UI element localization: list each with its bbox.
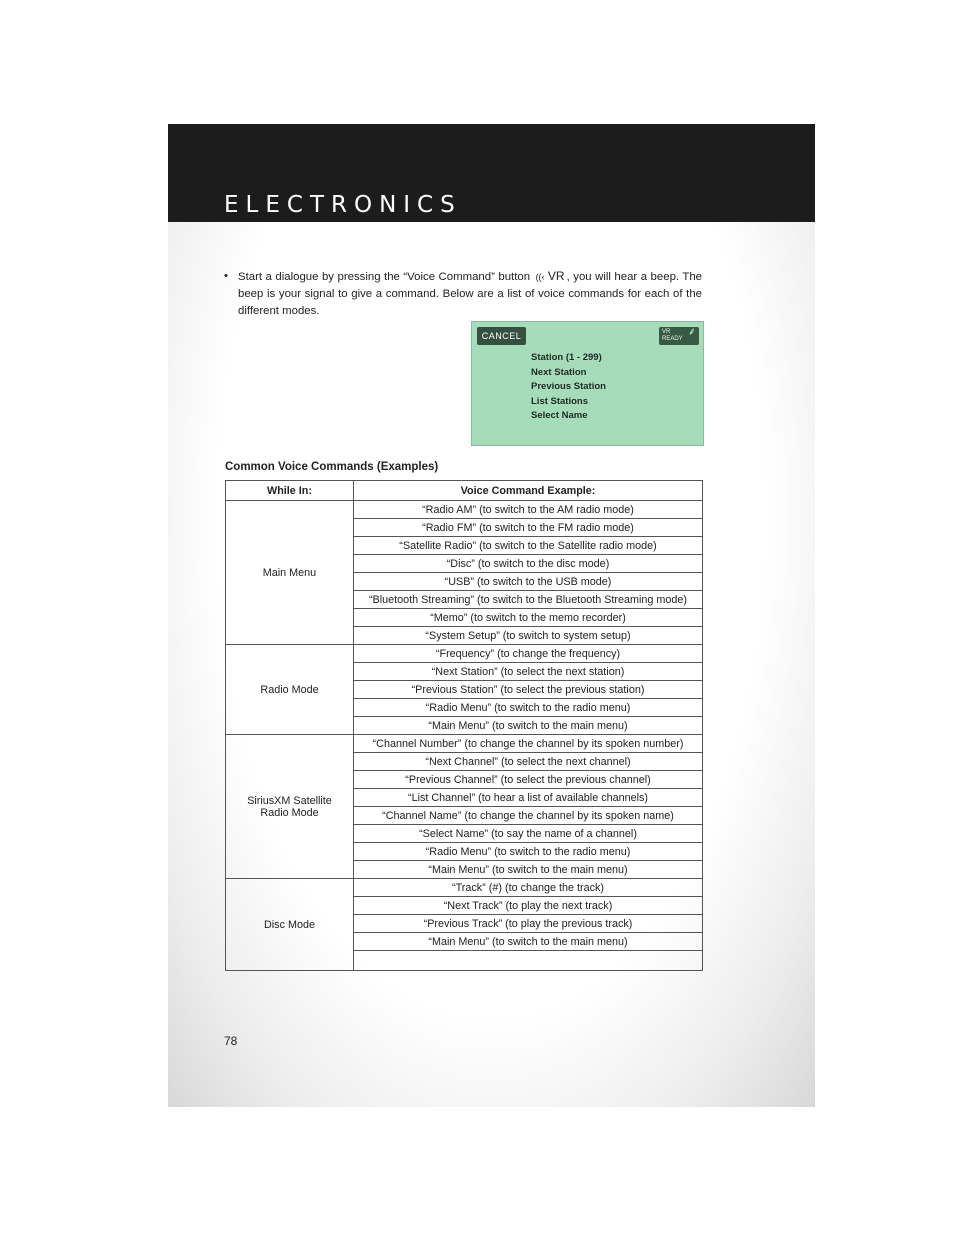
command-cell: “Main Menu” (to switch to the main menu)	[354, 717, 703, 735]
cancel-button: CANCEL	[477, 327, 526, 345]
command-cell: “Main Menu” (to switch to the main menu)	[354, 861, 703, 879]
voice-command-icon	[536, 268, 565, 286]
command-cell: “Channel Name” (to change the channel by its spoken name)	[354, 807, 703, 825]
voice-commands-table	[225, 480, 703, 971]
vr-menu-list	[531, 351, 606, 424]
table-row	[226, 501, 703, 519]
command-cell: “Select Name” (to say the name of a channel)	[354, 825, 703, 843]
vr-menu-item: Previous Station	[531, 381, 606, 392]
command-cell: “Radio AM” (to switch to the AM radio mode)	[354, 501, 703, 519]
command-cell: “Next Track” (to play the next track)	[354, 897, 703, 915]
command-cell: “Channel Number” (to change the channel by its spoken number)	[354, 735, 703, 753]
command-cell: “Previous Track” (to play the previous track)	[354, 915, 703, 933]
section-header	[168, 124, 815, 222]
table-row	[226, 879, 703, 897]
vr-menu-item: Select Name	[531, 410, 588, 421]
vr-menu-item: Station (1 - 299)	[531, 352, 602, 363]
command-cell: “Memo” (to switch to the memo recorder)	[354, 609, 703, 627]
command-cell: “Main Menu” (to switch to the main menu)	[354, 933, 703, 951]
command-cell: “Radio Menu” (to switch to the radio menu)	[354, 843, 703, 861]
section-title: ELECTRONICS	[224, 192, 462, 218]
command-cell: “Satellite Radio” (to switch to the Satellite radio mode)	[354, 537, 703, 555]
intro-text	[238, 268, 702, 320]
mode-cell: Main Menu	[226, 501, 354, 645]
table-row	[226, 645, 703, 663]
header-voice-command: Voice Command Example:	[354, 481, 703, 501]
header-while-in: While In:	[226, 481, 354, 501]
mode-cell: Radio Mode	[226, 645, 354, 735]
command-cell: “System Setup” (to switch to system setup)	[354, 627, 703, 645]
vr-screen-image	[471, 321, 704, 446]
command-cell: “Bluetooth Streaming” (to switch to the Bluetooth Streaming mode)	[354, 591, 703, 609]
command-cell-empty	[354, 951, 703, 971]
mode-cell: Disc Mode	[226, 879, 354, 971]
intro-paragraph	[224, 268, 702, 320]
mode-cell: SiriusXM Satellite Radio Mode	[226, 735, 354, 879]
vr-ready-line1: VR	[662, 329, 671, 335]
command-cell: “Radio FM” (to switch to the FM radio mode)	[354, 519, 703, 537]
page-number: 78	[224, 1034, 238, 1048]
command-cell: “Track” (#) (to change the track)	[354, 879, 703, 897]
command-cell: “Disc” (to switch to the disc mode)	[354, 555, 703, 573]
vr-menu-item: List Stations	[531, 395, 589, 407]
command-cell: “Frequency” (to change the frequency)	[354, 645, 703, 663]
command-cell: “Previous Station” (to select the previous station)	[354, 681, 703, 699]
voice-button-label: VR	[547, 269, 565, 283]
manual-page	[168, 124, 815, 1107]
bullet-marker: •	[224, 270, 228, 282]
vr-ready-badge	[659, 327, 699, 345]
command-cell: “Previous Channel” (to select the previous channel)	[354, 771, 703, 789]
vr-ready-text	[662, 329, 683, 343]
command-cell: “Next Station” (to select the next station)	[354, 663, 703, 681]
intro-text-after: , you will hear a beep. The beep is your signal to give a command. Below are a list of voice commands for each of the different modes.	[238, 271, 702, 317]
intro-text-before: Start a dialogue by pressing the “Voice Command” button	[238, 271, 531, 283]
command-cell: “List Channel” (to hear a list of available channels)	[354, 789, 703, 807]
vr-ready-line2: READY	[662, 336, 683, 342]
command-cell: “USB” (to switch to the USB mode)	[354, 573, 703, 591]
table-title: Common Voice Commands (Examples)	[225, 461, 439, 473]
vr-menu-item: Next Station	[531, 366, 587, 378]
command-cell: “Next Channel” (to select the next channel)	[354, 753, 703, 771]
table-header-row	[226, 481, 703, 501]
voice-icon: ⸙	[687, 326, 696, 338]
command-cell: “Radio Menu” (to switch to the radio menu)	[354, 699, 703, 717]
table-row	[226, 735, 703, 753]
voice-wave-icon: ((‹	[535, 272, 545, 282]
